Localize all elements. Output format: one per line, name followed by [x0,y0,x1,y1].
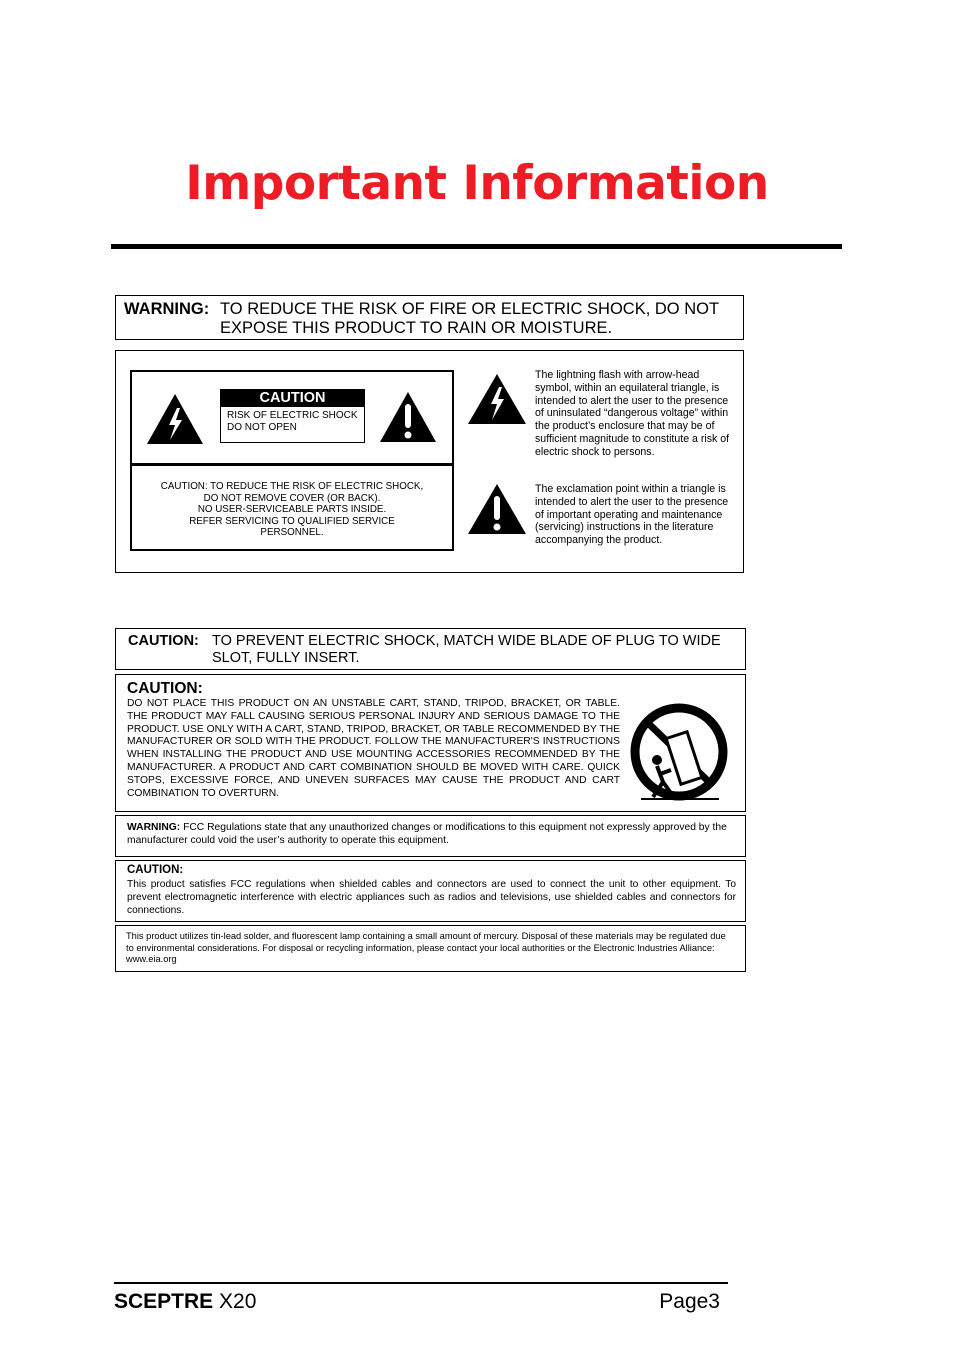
panel-line: PERSONNEL. [260,527,324,539]
panel-line: CAUTION: TO REDUCE THE RISK OF ELECTRIC SHOCK, [160,481,424,492]
brand-name: SCEPTRE [114,1290,214,1313]
page-number: Page3 [659,1290,720,1313]
exclamation-triangle-icon [378,390,438,444]
caution-sub-line2: DO NOT OPEN [227,421,297,433]
disposal-text: This product utilizes tin-lead solder, and fluorescent lamp containing a small amount of mercury. Disposal of these materials may be regulated due to environmental considerations. For disposal or recycling information, please contact your local authorities or the Electronic Industries Alliance: www.eia.org [126,931,726,965]
caution-plug-label: CAUTION: [128,633,199,649]
lightning-triangle-icon [466,372,528,426]
caution-cart-text: DO NOT PLACE THIS PRODUCT ON AN UNSTABLE CART, STAND, TRIPOD, BRACKET, OR TABLE. THE PRODUCT MAY FALL CAUSING SERIOUS PERSONAL INJURY AND SERIOUS DAMAGE TO THE PRODUCT. USE ONLY WITH A CART, STAND, TRIPOD, BRACKET, OR TABLE RECOMMENDED BY THE MANUFACTURER OR SOLD WITH THE PRODUCT. FOLLOW THE MANUFACTURER'S INSTRUCTIONS WHEN INSTALLING THE PRODUCT AND USE MOUNTING ACCESSORIES RECOMMENDED BY THE MANUFACTURER. A PRODUCT AND CART COMBINATION SHOULD BE MOVED WITH CARE. QUICK STOPS, EXCESSIVE FORCE, AND UNEVEN SURFACES MAY CAUSE THE PRODUCT AND CART COMBINATION TO OVERTURN. [127,698,620,799]
caution-sub-line1: RISK OF ELECTRIC SHOCK [227,410,358,421]
caution-plug-text: TO PREVENT ELECTRIC SHOCK, MATCH WIDE BLADE OF PLUG TO WIDE SLOT, FULLY INSERT. [212,633,721,666]
warning-text: TO REDUCE THE RISK OF FIRE OR ELECTRIC SHOCK, DO NOT EXPOSE THIS PRODUCT TO RAIN OR MOISTURE. [220,300,719,337]
warning-box [115,295,744,340]
fcc-warning-text [127,821,727,847]
footer-rule [114,1282,728,1284]
footer-brand [114,1290,256,1314]
title-rule [111,244,842,249]
panel-caution-text [134,481,450,539]
panel-line: NO USER-SERVICEABLE PARTS INSIDE. [197,504,387,516]
model-name: X20 [219,1290,257,1313]
lightning-description: The lightning flash with arrow-head symbol, within an equilateral triangle, is intended to alert the user to the presence of uninsulated “dangerous voltage” within the product’s enclosure that may be of sufficient magnitude to constitute a risk of electric shock to persons. [535,369,730,458]
exclamation-description: The exclamation point within a triangle is intended to alert the user to the presence of important operating and maintenance (servicing) instructions in the literature accompanying the product. [535,483,729,547]
fcc-caution-label: CAUTION: [127,864,184,876]
panel-line: DO NOT REMOVE COVER (OR BACK). [203,492,381,504]
caution-plug-box [115,628,746,670]
caution-sub-text [227,410,363,433]
cart-tipover-icon [629,702,729,802]
fcc-warning-body: FCC Regulations state that any unauthorized changes or modifications to this equipment not expressly approved by the manufacturer could void the user’s authority to operate this equipment. [127,822,727,846]
exclamation-triangle-icon [466,482,528,536]
fcc-caution-text: This product satisfies FCC regulations when shielded cables and connectors are used to connect the unit to other equipment. To prevent electromagnetic interference with electric appliances such as radios and televisions, use shielded cables and connectors for connections. [127,879,736,916]
caution-cart-label: CAUTION: [127,680,203,697]
panel-line: REFER SERVICING TO QUALIFIED SERVICE [189,515,395,527]
label-panel-divider [130,463,454,466]
lightning-triangle-icon [145,392,205,446]
page-title: Important Information [185,156,769,211]
caution-header: CAUTION [220,389,365,407]
fcc-warning-label: WARNING: [127,822,181,833]
warning-label: WARNING: [124,300,210,318]
